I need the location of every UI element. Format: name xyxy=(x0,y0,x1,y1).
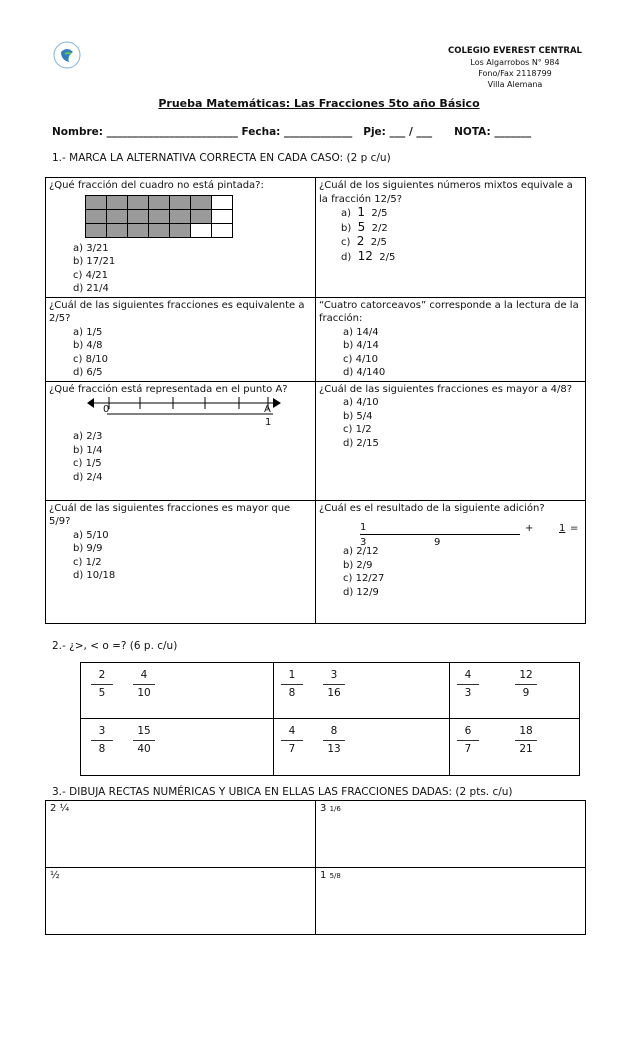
option[interactable]: d) 12/9 xyxy=(343,586,379,598)
school-phone: Fono/Fax 2118799 xyxy=(478,69,552,78)
option[interactable]: d) 21/4 xyxy=(73,283,109,294)
section1-table xyxy=(45,177,586,624)
option[interactable]: c) 4/10 xyxy=(343,353,379,365)
school-info xyxy=(420,46,610,90)
fraction: $\frac{4}{7}$ xyxy=(281,725,303,756)
option[interactable]: c) 4/21 xyxy=(73,269,109,281)
question-4: “Cuatro catorceavos” corresponde a la lectura de la fracción: a) 14/4 b) 4/14 c) 4/10 d) 4/140 xyxy=(316,297,586,381)
comparison-table xyxy=(80,662,580,776)
fraction: $\frac{4}{3}$ xyxy=(457,669,479,700)
option[interactable]: a) 1/5 xyxy=(73,326,103,338)
pje-field[interactable]: Pje: ___ / ___ xyxy=(363,126,433,138)
numerator-2: 1 xyxy=(559,523,566,534)
school-name: COLEGIO EVEREST CENTRAL xyxy=(448,46,582,56)
fraction: $\frac{4}{10}$ xyxy=(133,669,155,700)
question-5: ¿Qué fracción está representada en el punto A? 0 A 1 a) 2/3 b) 1/4 c) 1/5 d) 2/4 xyxy=(46,381,316,500)
option[interactable]: a) 2/12 xyxy=(343,546,379,557)
option[interactable]: d) 4/140 xyxy=(343,367,386,378)
option[interactable]: a) 5/10 xyxy=(73,529,109,541)
number-line-graphic xyxy=(87,396,287,430)
numerator-1: 1 xyxy=(360,522,520,535)
option[interactable]: c) 2 2/5 xyxy=(341,234,387,248)
option[interactable]: c) 1/2 xyxy=(343,424,372,435)
option[interactable]: c) 12/27 xyxy=(343,573,385,584)
nombre-field[interactable]: Nombre: _________________________ xyxy=(52,126,238,138)
section3-heading: 3.- DIBUJA RECTAS NUMÉRICAS Y UBICA EN ELLAS LAS FRACCIONES DADAS: (2 pts. c/u) xyxy=(52,786,513,798)
option[interactable]: b) 5/4 xyxy=(343,410,373,422)
fecha-field[interactable]: Fecha: _____________ xyxy=(241,126,353,138)
fraction: $\frac{3}{16}$ xyxy=(323,669,345,700)
plus-sign: + xyxy=(525,523,534,534)
option[interactable]: a) 1 2/5 xyxy=(341,205,388,219)
question-1: ¿Qué fracción del cuadro no está pintada?: a) 3/21 b) 17/21 c) 4/21 d) 21/4 xyxy=(46,178,316,298)
question-8: ¿Cuál es el resultado de la siguiente adición? 1 3 9 + 1 = a) 2/12 b) 2/9 c) 12/27 d) 12/9 xyxy=(316,500,586,623)
option[interactable]: d) 2/4 xyxy=(73,471,103,483)
option[interactable]: a) 3/21 xyxy=(73,242,109,254)
fraction: $\frac{12}{9}$ xyxy=(515,669,537,700)
option[interactable]: a) 14/4 xyxy=(343,326,379,338)
school-address: Los Algarrobos N° 984 xyxy=(470,58,560,67)
option[interactable]: b) 2/9 xyxy=(343,559,373,571)
label-one: 1 xyxy=(265,417,272,428)
option[interactable]: a) 2/3 xyxy=(73,431,103,442)
option[interactable]: b) 1/4 xyxy=(73,444,103,456)
question-2: ¿Cuál de los siguientes números mixtos equivale a la fracción 12/5? a) 1 2/5 b) 5 2/2 c) 2 2/5 d) 12 2/5 xyxy=(316,178,586,298)
school-city: Villa Alemana xyxy=(487,80,543,89)
fraction-grid xyxy=(85,195,233,238)
option[interactable]: b) 17/21 xyxy=(73,256,116,267)
question-3: ¿Cuál de las siguientes fracciones es equivalente a 2/5? a) 1/5 b) 4/8 c) 8/10 d) 6/5 xyxy=(46,297,316,381)
nota-field[interactable]: NOTA: _______ xyxy=(454,126,532,138)
number-line-cell[interactable]: ½ xyxy=(46,868,316,935)
label-a: A xyxy=(264,404,271,415)
option[interactable]: c) 1/5 xyxy=(73,458,102,469)
option[interactable]: d) 2/15 xyxy=(343,437,379,449)
option[interactable]: a) 4/10 xyxy=(343,397,379,408)
number-line-cell[interactable]: 3 1/6 xyxy=(316,801,586,868)
fraction: $\frac{2}{5}$ xyxy=(91,669,113,700)
equals-sign: = xyxy=(570,523,579,534)
school-logo xyxy=(52,40,82,70)
fraction: $\frac{3}{8}$ xyxy=(91,725,113,756)
number-line xyxy=(87,396,287,430)
denominator-1: 3 xyxy=(360,537,367,548)
fraction: $\frac{15}{40}$ xyxy=(133,725,155,756)
label-zero: 0 xyxy=(103,404,110,415)
fraction: $\frac{1}{8}$ xyxy=(281,669,303,700)
section2-heading: 2.- ¿>, < o =? (6 p. c/u) xyxy=(52,640,178,652)
fraction: $\frac{8}{13}$ xyxy=(323,725,345,756)
option[interactable]: d) 6/5 xyxy=(73,367,103,378)
option[interactable]: b) 4/8 xyxy=(73,340,103,351)
page-title: Prueba Matemáticas: Las Fracciones 5to año Básico xyxy=(158,97,480,110)
number-line-cell[interactable]: 1 5/8 xyxy=(316,868,586,935)
option[interactable]: b) 5 2/2 xyxy=(341,219,388,234)
section1-heading: 1.- MARCA LA ALTERNATIVA CORRECTA EN CADA CASO: (2 p c/u) xyxy=(52,152,391,164)
fraction: $\frac{18}{21}$ xyxy=(515,725,537,756)
option[interactable]: d) 12 2/5 xyxy=(341,248,396,263)
denominator-2: 9 xyxy=(434,537,441,548)
addition-expression xyxy=(319,515,582,548)
option[interactable]: c) 1/2 xyxy=(73,556,102,568)
student-fields xyxy=(52,126,531,138)
question-6: ¿Cuál de las siguientes fracciones es mayor a 4/8? a) 4/10 b) 5/4 c) 1/2 d) 2/15 xyxy=(316,381,586,500)
option[interactable]: c) 8/10 xyxy=(73,353,109,365)
number-line-cell[interactable]: 2 ¼ xyxy=(46,801,316,868)
section3-table xyxy=(45,800,586,935)
question-7: ¿Cuál de las siguientes fracciones es mayor que 5/9? a) 5/10 b) 9/9 c) 1/2 d) 10/18 xyxy=(46,500,316,623)
option[interactable]: d) 10/18 xyxy=(73,570,116,581)
option[interactable]: b) 9/9 xyxy=(73,543,103,554)
option[interactable]: b) 4/14 xyxy=(343,340,379,351)
fraction: $\frac{6}{7}$ xyxy=(457,725,479,756)
